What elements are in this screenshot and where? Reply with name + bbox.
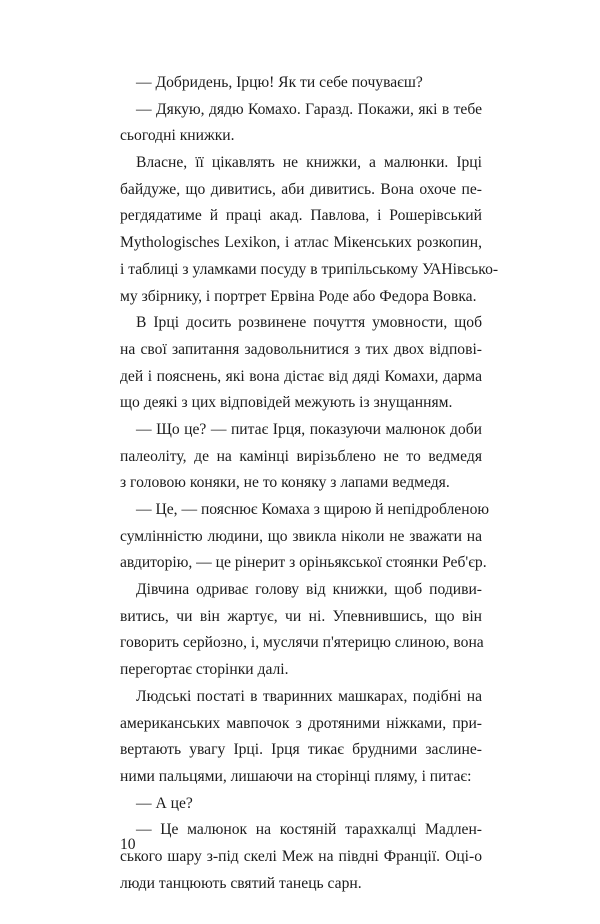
text-line: вертають увагу Ірці. Ірця тикає брудними заслине- (120, 741, 482, 759)
text-line: — А це? (136, 794, 193, 812)
text-line: американських мавпочок з дротяними ніжками, при- (120, 714, 482, 732)
text-line: — Це, — пояснює Комаха з щирою й непідробленою (136, 501, 490, 518)
text-line: Mythologisches Lexikon, і атлас Мікенських розкопин, (120, 234, 482, 252)
text-line: Власне, її цікавлять не книжки, а малюнки. Ірці (136, 154, 482, 172)
text-line: регдядатиме й праці акад. Павлова, і Рошерівський (120, 207, 482, 225)
page-number: 10 (120, 836, 136, 853)
text-line: Дівчина одриває голову від книжки, щоб подиви- (136, 581, 482, 599)
text-line: Людські постаті в тваринних машкарах, подібні на (136, 687, 482, 705)
text-line: — Дякую, дядю Комахо. Гаразд. Покажи, які в тебе (136, 100, 482, 118)
text-line: і таблиці з уламками посуду в трипільському УАНівсько- (120, 260, 499, 278)
text-line: ського шару з-під скелі Меж на півдні Франції. Оці-о (120, 847, 482, 865)
text-line: — Це малюнок на костяній тарахкалці Мадлен- (136, 821, 482, 839)
text-line: з головою коняки, не то коняку з лапами ведмедя. (120, 474, 450, 492)
text-line: палеоліту, де на камінці вирізьблено не то ведмедя (120, 447, 482, 465)
text-line: му збірнику, і портрет Ервіна Роде або Федора Вовка. (120, 287, 477, 305)
text-line: витись, чи він жартує, чи ні. Упевнившись, що він (120, 607, 482, 625)
text-line: — Що це? — питає Ірця, показуючи малюнок доби (136, 420, 482, 438)
text-line: що деякі з цих відповідей межують із знущанням. (120, 394, 453, 412)
text-line: говорить серйозно, і, муслячи п'ятерицю слиною, вона (120, 634, 484, 652)
text-line: байдуже, що дивитись, аби дивитись. Вона охоче пе- (120, 180, 482, 198)
text-line: на свої запитання задовольнитися з тих двох відпові- (120, 340, 482, 358)
text-line: авдиторію, — це рінерит з оріньякської стоянки Реб'єр. (120, 554, 487, 572)
text-line: сумлінністю людини, що звикла ніколи не зважати на (120, 527, 482, 545)
text-line: дей і пояснень, які вона дістає від дяді Комахи, дарма (120, 367, 482, 385)
text-line: ними пальцями, лишаючи на сторінці пляму, і питає: (120, 767, 472, 785)
body-text (120, 70, 499, 897)
text-line: люди танцюють святий танець сарн. (120, 874, 362, 892)
text-line: — Добридень, Ірцю! Як ти себе почуваєш? (136, 74, 423, 91)
text-line: перегортає сторінки далі. (120, 661, 289, 679)
text-line: сьогодні книжки. (120, 127, 235, 145)
text-line: В Ірці досить розвинене почуття умовности, щоб (136, 314, 482, 332)
